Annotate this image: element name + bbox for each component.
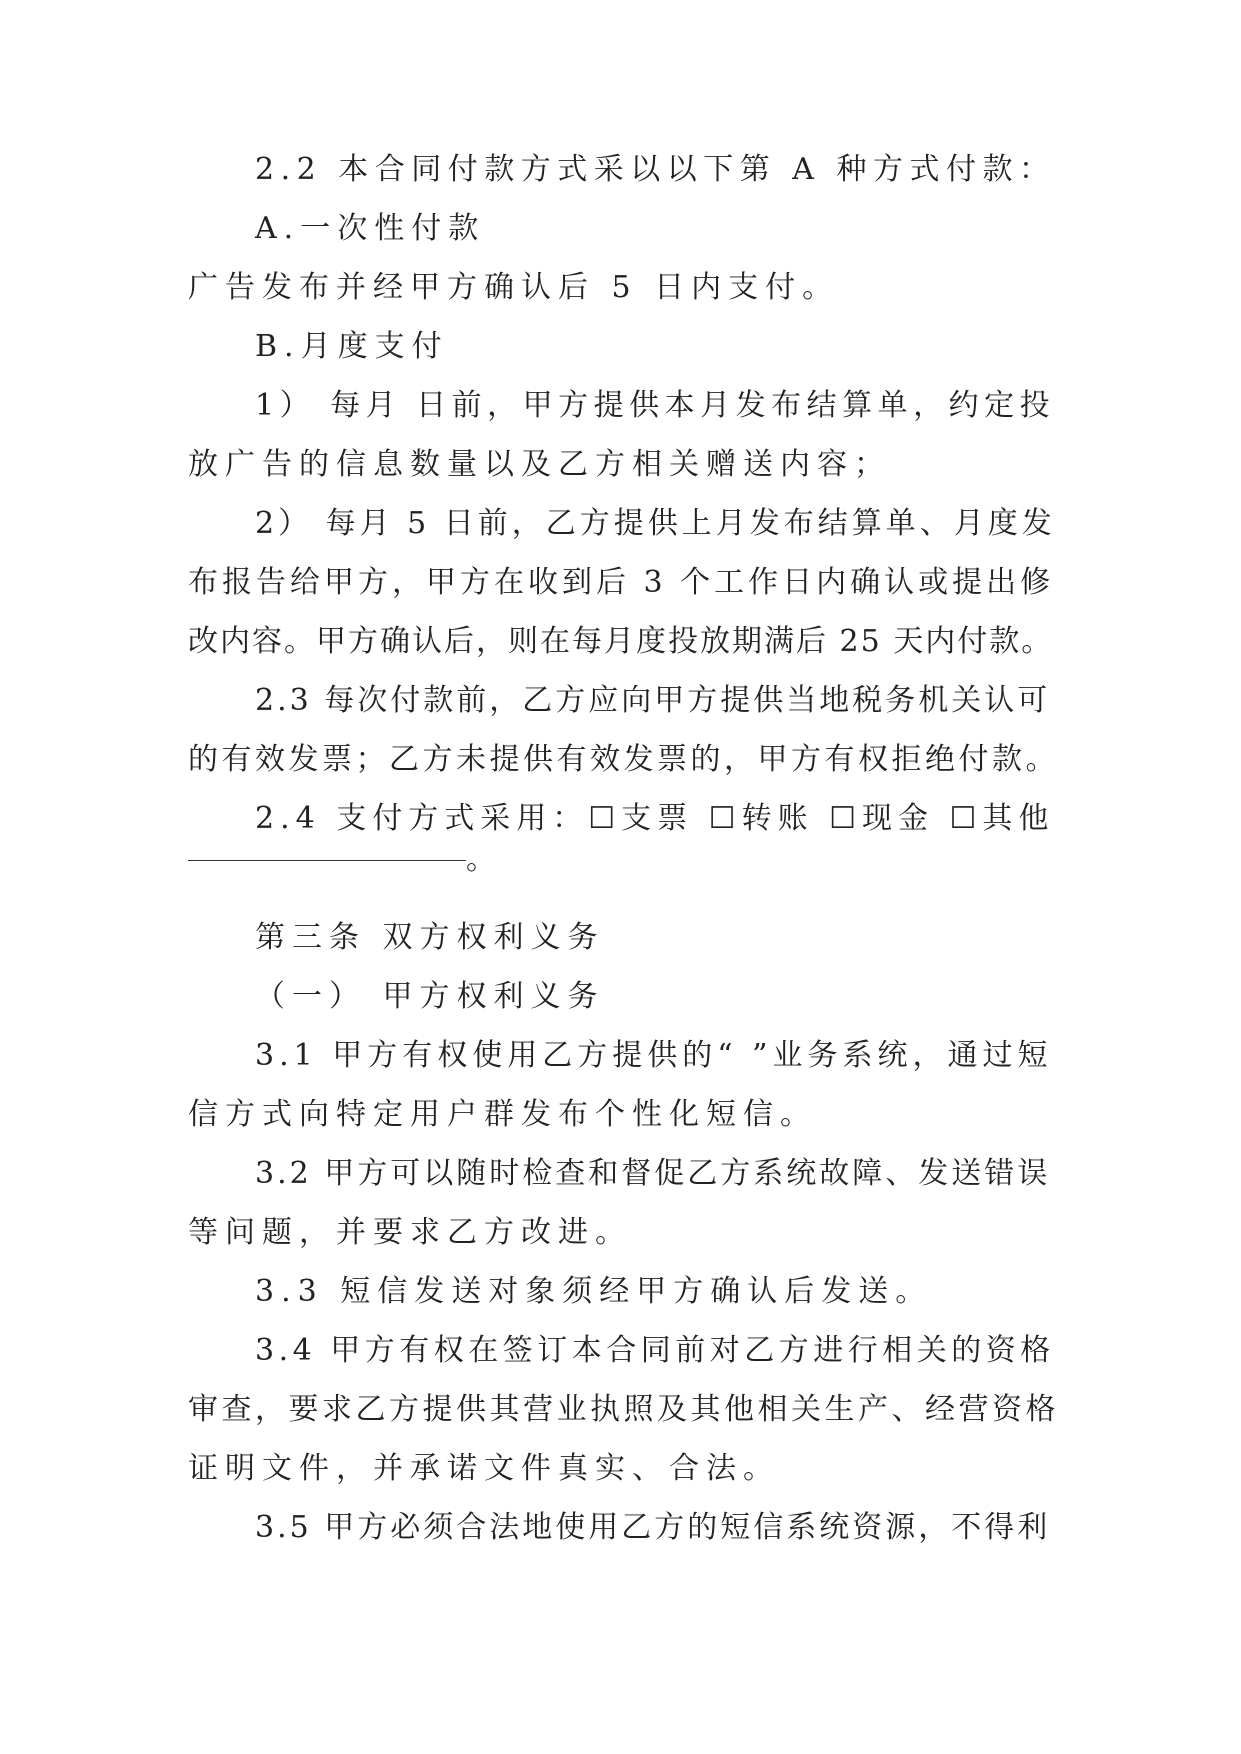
clause-2-2-payment-method: 2.2 本合同付款方式采以以下第 A 种方式付款： bbox=[255, 152, 1056, 187]
option-b-monthly: B.月度支付 bbox=[255, 329, 449, 364]
clause-3-2-line-2: 等问题，并要求乙方改进。 bbox=[188, 1215, 632, 1250]
monthly-item-1-line-2: 放广告的信息数量以及乙方相关赠送内容； bbox=[188, 447, 891, 482]
clause-2-3-line-1: 2.3 每次付款前，乙方应向甲方提供当地税务机关认可 bbox=[255, 683, 1051, 718]
monthly-item-2-line-3: 改内容。甲方确认后，则在每月度投放期满后 25 天内付款。 bbox=[188, 624, 1054, 659]
clause-3-1-line-2: 信方式向特定用户群发布个性化短信。 bbox=[188, 1097, 817, 1132]
clause-2-4-end-mark: 。 bbox=[466, 842, 503, 877]
clause-2-4-payment-options: 2.4 支付方式采用：☐支票 ☐转账 ☐现金 ☐其他 bbox=[255, 801, 1055, 836]
article-3-heading: 第三条 双方权利义务 bbox=[255, 920, 605, 955]
other-method-blank bbox=[188, 860, 466, 861]
clause-3-3: 3.3 短信发送对象须经甲方确认后发送。 bbox=[255, 1274, 933, 1309]
option-a-detail: 广告发布并经甲方确认后 5 日内支付。 bbox=[188, 270, 840, 305]
clause-2-3-line-2: 的有效发票；乙方未提供有效发票的，甲方有权拒绝付款。 bbox=[188, 742, 1059, 777]
monthly-item-2-line-2: 布报告给甲方，甲方在收到后 3 个工作日内确认或提出修 bbox=[188, 565, 1055, 600]
clause-3-1-line-1: 3.1 甲方有权使用乙方提供的“ ”业务系统，通过短 bbox=[255, 1038, 1053, 1073]
clause-3-4-line-3: 证明文件，并承诺文件真实、合法。 bbox=[188, 1451, 780, 1486]
clause-3-5-line-1: 3.5 甲方必须合法地使用乙方的短信系统资源，不得利 bbox=[255, 1510, 1051, 1545]
clause-3-4-line-2: 审查，要求乙方提供其营业执照及其他相关生产、经营资格 bbox=[188, 1392, 1059, 1427]
clause-3-2-line-1: 3.2 甲方可以随时检查和督促乙方系统故障、发送错误 bbox=[255, 1156, 1051, 1191]
monthly-item-2-line-1: 2） 每月 5 日前，乙方提供上月发布结算单、月度发 bbox=[255, 506, 1056, 541]
option-a-lump-sum: A.一次性付款 bbox=[255, 211, 486, 246]
monthly-item-1-line-1: 1） 每月 日前，甲方提供本月发布结算单，约定投 bbox=[255, 388, 1056, 423]
clause-3-4-line-1: 3.4 甲方有权在签订本合同前对乙方进行相关的资格 bbox=[255, 1333, 1055, 1368]
section-1-heading: （一） 甲方权利义务 bbox=[255, 979, 605, 1014]
